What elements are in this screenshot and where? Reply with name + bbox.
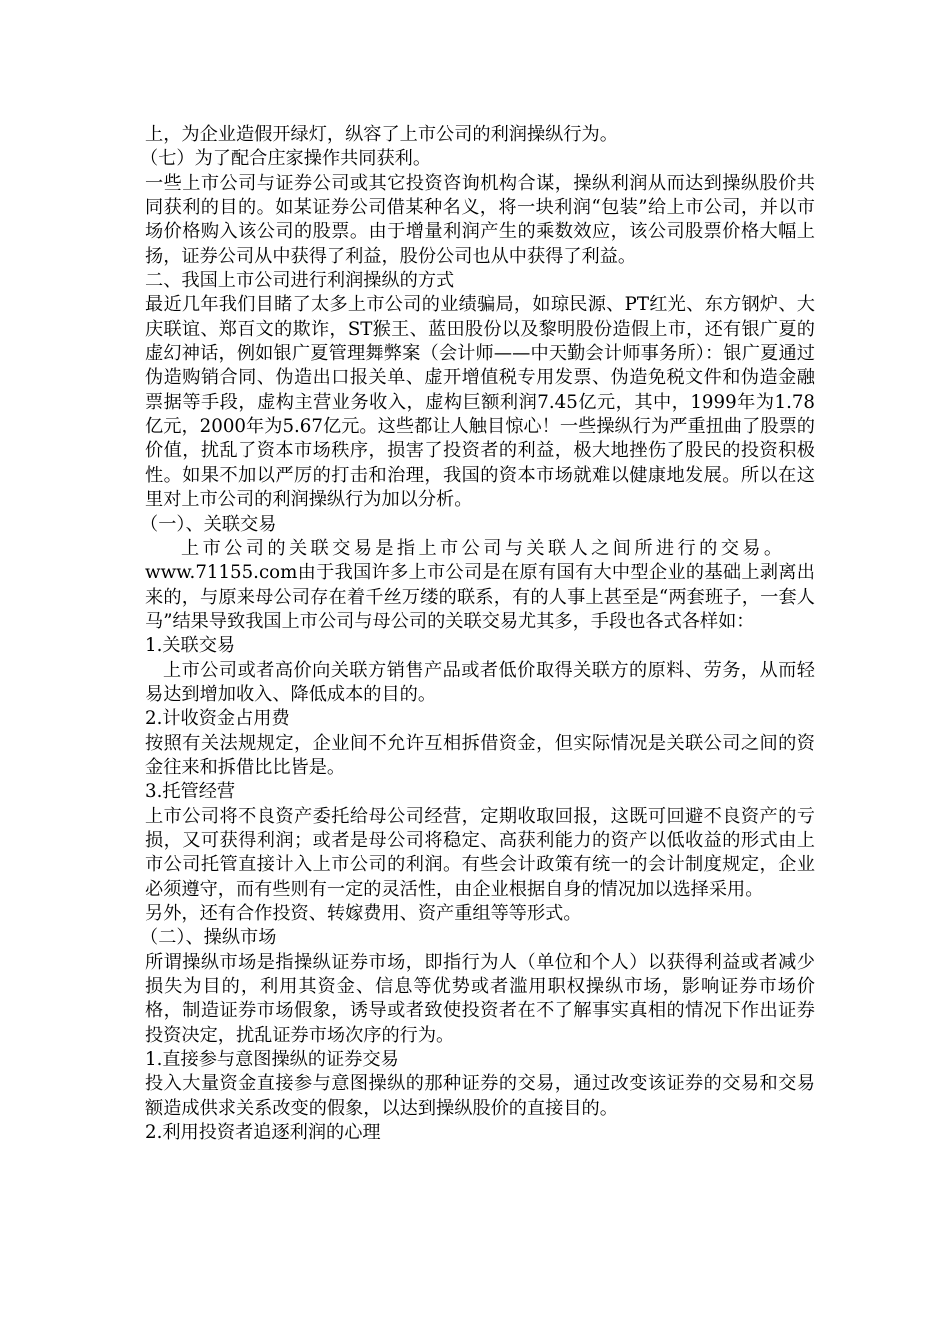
paragraph-related-definition: 上市公司的关联交易是指上市公司与关联人之间所进行的交易。	[181, 537, 786, 559]
paragraph-other-forms: 另外，还有合作投资、转嫁费用、资产重组等等形式。	[145, 903, 582, 924]
subheading-direct-trading: 1.直接参与意图操纵的证券交易	[145, 1049, 399, 1071]
heading-related-transactions: （一）、关联交易	[140, 513, 277, 535]
subheading-related-trade: 1.关联交易	[145, 635, 236, 657]
document-body	[140, 123, 815, 1145]
heading-part-2: 二、我国上市公司进行利润操纵的方式	[145, 270, 455, 292]
paragraph-continuation: 上，为企业造假开绿灯，纵容了上市公司的利润操纵行为。	[145, 124, 618, 145]
paragraph-entrusted-management: 上市公司将不良资产委托给母公司经营，定期收取回报，这既可回避不良资产的亏损，又可获得利润；或者是母公司将稳定、高获利能力的资产以低收益的形式由上市公司托管直接计入上市公司的利润。有些会计政策有统一的会计制度规定，企业必须遵守，而有些则有一定的灵活性，由企业根据自身的情况加以选择采用。	[145, 805, 815, 900]
heading-market-manipulation: （二）、操纵市场	[140, 927, 277, 949]
paragraph-fraud-cases: 最近几年我们目睹了太多上市公司的业绩骗局，如琼民源、PT红光、东方钢炉、大庆联谊、郑百文的欺诈，ST猴王、蓝田股份以及黎明股份造假上市，还有银广夏的虚幻神话，例如银广夏管理舞弊案（会计师——中天勤会计师事务所）：银广夏通过伪造购销合同、伪造出口报关单、虚开增值税专用发票、伪造免税文件和伪造金融票据等手段，虚构主营业务收入，虚构巨额利润7.45亿元，其中，1999年为1.78亿元，2000年为5.67亿元。这些都让人触目惊心！一些操纵行为严重扭曲了股票的价值，扰乱了资本市场秩序，损害了投资者的利益，极大地挫伤了股民的投资积极性。如果不加以严厉的打击和治理，我国的资本市场就难以健康地发展。所以在这里对上市公司的利润操纵行为加以分析。	[145, 294, 815, 511]
paragraph-related-background: www.71155.com由于我国许多上市公司是在原有国有大中型企业的基础上剥离出来的，与原来母公司存在着千丝万缕的联系，有的人事上甚至是“两套班子，一套人马”结果导致我国上市公司与母公司的关联交易尤其多，手段也各式各样如：	[145, 562, 815, 632]
paragraph-related-trade: 上市公司或者高价向关联方销售产品或者低价取得关联方的原料、劳务，从而轻易达到增加收入、降低成本的目的。	[145, 659, 815, 705]
subheading-entrusted-management: 3.托管经营	[145, 781, 236, 803]
paragraph-collusion: 一些上市公司与证券公司或其它投资咨询机构合谋，操纵利润从而达到操纵股价共同获利的目的。如某证券公司借某种名义，将一块利润“包装”给上市公司，并以市场价格购入该公司的股票。由于增量利润产生的乘数效应，该公司股票价格大幅上扬，证券公司从中获得了利益，股份公司也从中获得了利益。	[145, 172, 815, 267]
subheading-profit-psychology: 2.利用投资者追逐利润的心理	[145, 1122, 381, 1144]
subheading-fund-fee: 2.计收资金占用费	[145, 708, 290, 730]
heading-section-7: （七）为了配合庄家操作共同获利。	[140, 148, 432, 170]
paragraph-market-manipulation: 所谓操纵市场是指操纵证券市场，即指行为人（单位和个人）以获得利益或者减少损失为目的，利用其资金、信息等优势或者滥用职权操纵市场，影响证券市场价格，制造证券市场假象，诱导或者致使投资者在不了解事实真相的情况下作出证券投资决定，扰乱证券市场次序的行为。	[145, 951, 815, 1046]
paragraph-direct-trading: 投入大量资金直接参与意图操纵的那种证券的交易，通过改变该证券的交易和交易额造成供求关系改变的假象，以达到操纵股价的直接目的。	[145, 1073, 815, 1119]
paragraph-fund-fee: 按照有关法规规定，企业间不允许互相拆借资金，但实际情况是关联公司之间的资金往来和拆借比比皆是。	[145, 732, 815, 778]
